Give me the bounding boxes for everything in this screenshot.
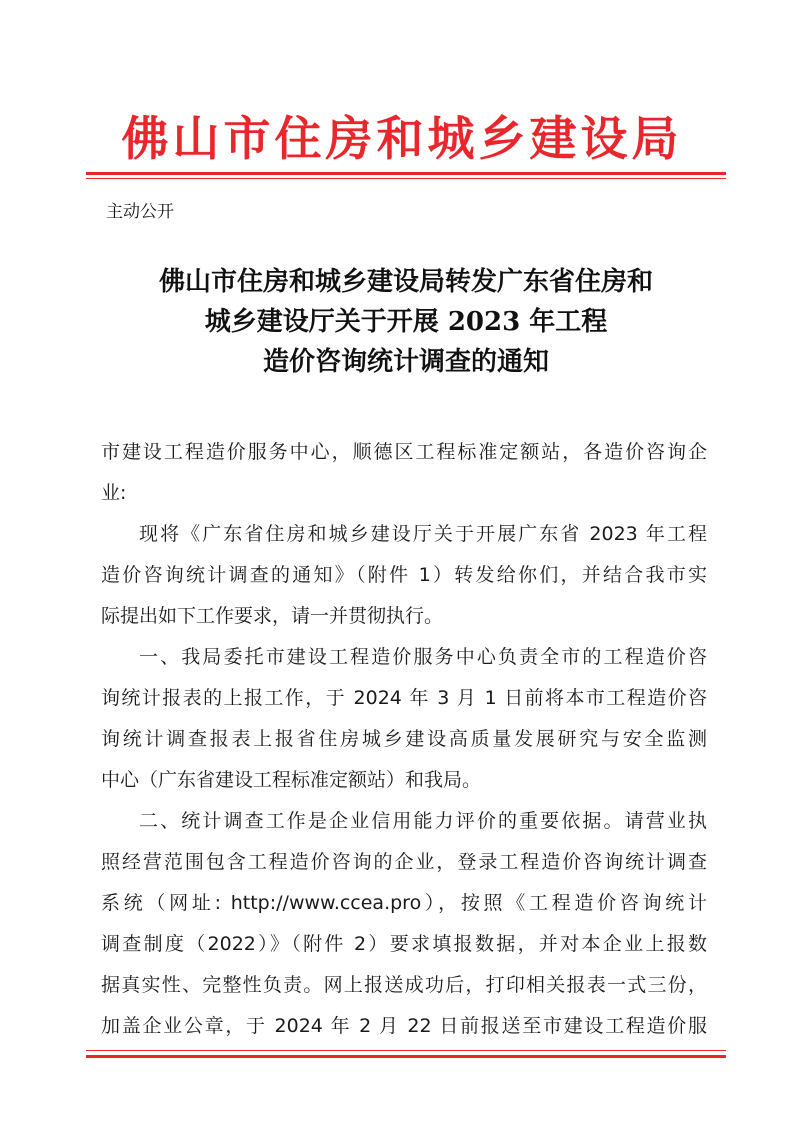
- body-line: 系统（网址: http://www.ccea.pro），按照《工程造价咨询统计: [101, 892, 707, 914]
- header-rule-thin: [86, 178, 726, 179]
- body-line: 市建设工程造价服务中心，顺德区工程标准定额站，各造价咨询企: [101, 441, 707, 463]
- body-line: 二、统计调查工作是企业信用能力评价的重要依据。请营业执: [139, 810, 707, 832]
- footer-rule-thin: [86, 1050, 726, 1051]
- body-line: 调查制度（2022）》（附件 2）要求填报数据，并对本企业上报数: [101, 933, 707, 955]
- body-line: 现将《广东省住房和城乡建设厅关于开展广东省 2023 年工程: [139, 523, 707, 545]
- body-line: 询统计报表的上报工作，于 2024 年 3 月 1 日前将本市工程造价咨: [101, 687, 707, 709]
- footer-rule-thick: [86, 1055, 726, 1058]
- document-title: [86, 262, 726, 382]
- header-rule-thick: [86, 172, 726, 175]
- body-line: 照经营范围包含工程造价咨询的企业，登录工程造价咨询统计调查: [101, 851, 707, 873]
- letterhead-org-name: 佛山市住房和城乡建设局: [121, 112, 683, 167]
- body-line: 中心（广东省建设工程标准定额站）和我局。: [101, 769, 482, 791]
- document-body: [101, 432, 707, 1047]
- body-line: 一、我局委托市建设工程造价服务中心负责全市的工程造价咨: [139, 646, 707, 668]
- disclosure-label: 主动公开: [106, 202, 174, 222]
- title-line: 造价咨询统计调查的通知: [262, 347, 549, 377]
- title-line: 城乡建设厅关于开展 2023 年工程: [204, 307, 608, 337]
- body-line: 据真实性、完整性负责。网上报送成功后，打印相关报表一式三份，: [101, 974, 707, 996]
- body-line: 际提出如下工作要求，请一并贯彻执行。: [101, 605, 444, 627]
- body-line: 加盖企业公章，于 2024 年 2 月 22 日前报送至市建设工程造价服: [101, 1015, 707, 1037]
- body-line: 造价咨询统计调查的通知》（附件 1）转发给你们，并结合我市实: [101, 564, 707, 586]
- title-line: 佛山市住房和城乡建设局转发广东省住房和: [158, 267, 653, 297]
- body-line: 询统计调查报表上报省住房城乡建设高质量发展研究与安全监测: [101, 728, 707, 750]
- body-line: 业:: [101, 482, 127, 504]
